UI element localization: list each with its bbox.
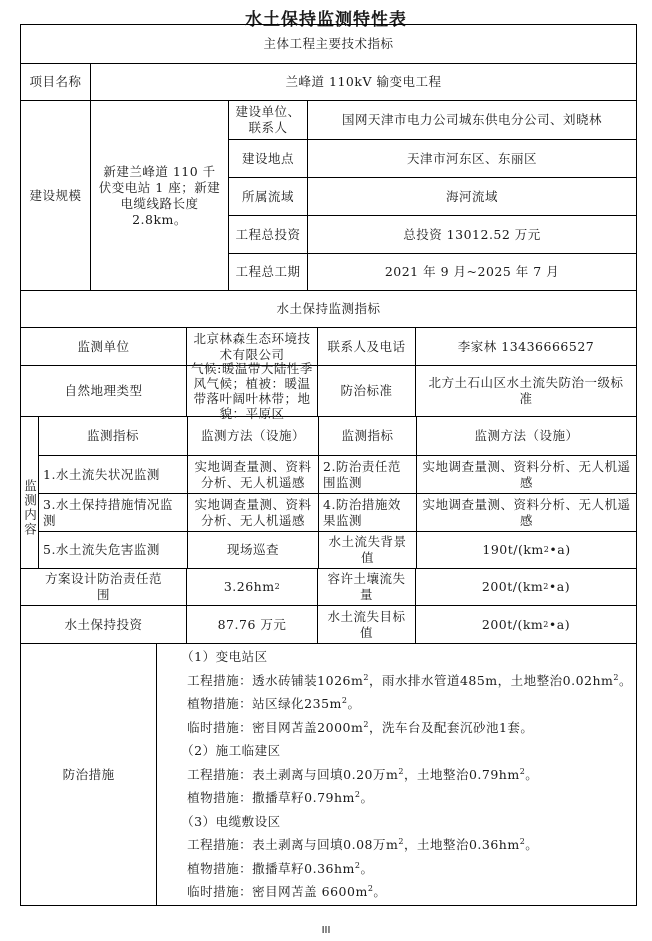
unit-value: 北京林森生态环境技术有限公司 <box>186 328 317 365</box>
col-header-indicator: 监测指标 <box>86 428 139 443</box>
section1-header: 主体工程主要技术指标 <box>263 36 394 51</box>
measure-line: （3）电缆敷设区 <box>181 813 281 829</box>
geo-type-row <box>21 361 636 421</box>
scope-value: 3.26hm 2 <box>186 569 317 605</box>
detail-row <box>229 215 636 253</box>
page-number: III <box>321 925 331 936</box>
project-name-value: 兰峰道 110kV 输变电工程 <box>90 64 636 100</box>
monitoring-content-block <box>21 416 636 568</box>
monitoring-characteristics-table <box>20 24 637 906</box>
standard-value: 北方土石山区水土流失防治一级标准 <box>415 366 636 416</box>
col-header-method: 监测方法（设施） <box>416 417 636 455</box>
unit-label: 监测单位 <box>77 338 130 354</box>
section-header-row <box>21 25 636 63</box>
construction-scale-row <box>21 100 636 290</box>
project-name-label: 项目名称 <box>29 74 82 89</box>
detail-value: 2021 年 9 月~2025 年 7 月 <box>307 254 636 290</box>
col-header-indicator: 监测指标 <box>318 417 416 455</box>
measure-line: 植物措施：站区绿化$235m^2$。 <box>187 696 361 712</box>
measures-list <box>156 644 636 905</box>
allow-value: 200t/(km 2 •a) <box>415 569 636 605</box>
indicator: 2.防治责任范围监测 <box>318 456 416 493</box>
method: 实地调查量测、资料分析、无人机遥感 <box>187 494 318 531</box>
measure-line: 工程措施：表土剥离与回填0.20万$m^2$，土地整治$0.79hm^2$。 <box>187 766 539 782</box>
method: 实地调查量测、资料分析、无人机遥感 <box>416 494 636 531</box>
detail-label: 建设单位、联系人 <box>235 104 301 135</box>
investment-row <box>21 605 636 643</box>
target-value: 200t/(km 2 •a) <box>415 606 636 643</box>
contact-label: 联系人及电话 <box>317 328 415 365</box>
standard-label: 防治标准 <box>317 366 415 416</box>
contact-value: 李家林 13436666527 <box>415 328 636 365</box>
indicator: 3.水土保持措施情况监测 <box>43 496 173 528</box>
invest-label: 水土保持投资 <box>64 616 143 632</box>
scale-value: 新建兰峰道 110 千伏变电站 1 座；新建电缆线路长度 2.8km。 <box>90 101 228 290</box>
measure-line: 工程措施：透水砖铺装$1026m^2$，雨水排水管道485m，土地整治$0.02hm^2$。 <box>187 672 632 688</box>
indicator: 4.防治措施效果监测 <box>318 494 416 531</box>
measures-row <box>21 643 636 905</box>
section-header-row <box>21 290 636 327</box>
method: 实地调查量测、资料分析、无人机遥感 <box>416 456 636 493</box>
detail-row <box>229 101 636 139</box>
page-title: 水土保持监测特性表 <box>245 10 407 30</box>
detail-row <box>229 139 636 177</box>
detail-value: 总投资 13012.52 万元 <box>307 216 636 253</box>
content-row <box>39 455 636 493</box>
measure-line: 临时措施：密目网苫盖$2000m^2$，洗车台及配套沉砂池1套。 <box>187 719 534 735</box>
target-label: 水土流失目标值 <box>317 606 415 643</box>
content-header-row <box>39 417 636 455</box>
scale-label: 建设规模 <box>29 187 82 203</box>
allow-label: 容许土壤流失量 <box>317 569 415 605</box>
measure-line: 植物措施：撒播草籽$0.79hm^2$。 <box>187 790 374 806</box>
measure-line: 临时措施：密目网苫盖 $6600m^2$。 <box>187 884 387 900</box>
indicator: 水土流失背景值 <box>318 532 416 568</box>
detail-value: 海河流域 <box>307 178 636 215</box>
scope-label: 方案设计防治责任范围 <box>44 571 162 602</box>
monitoring-unit-row <box>21 327 636 365</box>
detail-value: 天津市河东区、东丽区 <box>307 140 636 177</box>
method: 实地调查量测、资料分析、无人机遥感 <box>187 456 318 493</box>
indicator: 1.水土流失状况监测 <box>43 466 160 482</box>
section2-header: 水土保持监测指标 <box>276 301 381 316</box>
project-name-row <box>21 63 636 100</box>
detail-label: 所属流域 <box>241 188 294 204</box>
measure-line: 植物措施：撒播草籽$0.36hm^2$。 <box>187 860 374 876</box>
detail-label: 建设地点 <box>241 150 294 166</box>
content-row <box>39 531 636 568</box>
detail-row <box>229 177 636 215</box>
content-label: 监测内容 <box>22 478 38 537</box>
measure-line: （2）施工临建区 <box>181 743 281 759</box>
detail-row <box>229 253 636 290</box>
content-row <box>39 493 636 531</box>
measure-line: （1）变电站区 <box>181 649 268 665</box>
geo-value: 气候:暖温带大陆性季风气候；植被：暖温带落叶阔叶林带；地貌：平原区 <box>186 366 317 416</box>
col-header-method: 监测方法（设施） <box>187 417 318 455</box>
indicator: 5.水土流失危害监测 <box>43 542 160 557</box>
scope-row <box>21 568 636 605</box>
detail-value: 国网天津市电力公司城东供电分公司、刘晓林 <box>307 101 636 139</box>
background-value: 190t/(km 2 •a) <box>416 532 636 568</box>
method: 现场巡查 <box>187 532 318 568</box>
detail-label: 工程总工期 <box>235 264 301 279</box>
detail-label: 工程总投资 <box>235 226 301 242</box>
invest-value: 87.76 万元 <box>186 606 317 643</box>
geo-label: 自然地理类型 <box>64 383 143 398</box>
measure-line: 工程措施：表土剥离与回填0.08万$m^2$，土地整治$0.36hm^2$。 <box>187 837 539 853</box>
measures-label: 防治措施 <box>62 766 115 782</box>
